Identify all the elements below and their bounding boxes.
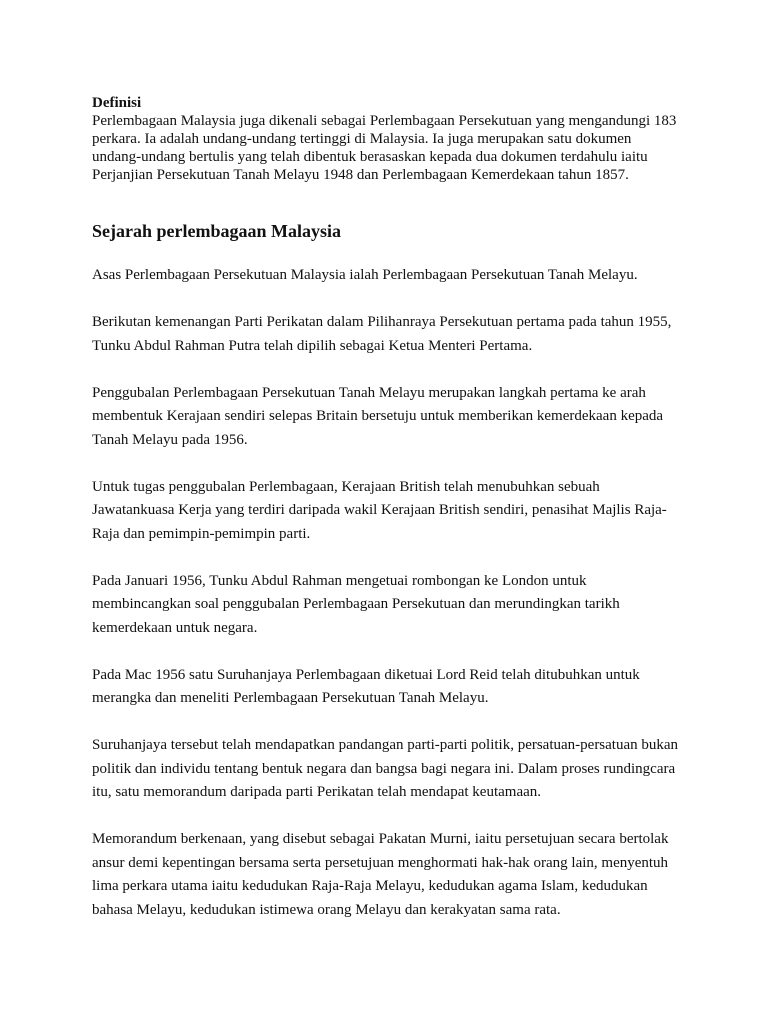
document-page — [92, 94, 682, 922]
paragraph: Asas Perlembagaan Persekutuan Malaysia ialah Perlembagaan Persekutuan Tanah Melayu. — [92, 267, 638, 283]
paragraph: Penggubalan Perlembagaan Persekutuan Tanah Melayu merupakan langkah pertama ke arah membentuk Kerajaan sendiri selepas Britain bersetuju untuk memberikan kemerdekaan kepada Tanah Melayu pada 1956. — [92, 384, 664, 448]
paragraph: Berikutan kemenangan Parti Perikatan dalam Pilihanraya Persekutuan pertama pada tahun 1955, Tunku Abdul Rahman Putra telah dipilih sebagai Ketua Menteri Pertama. — [92, 314, 672, 354]
paragraph: Memorandum berkenaan, yang disebut sebagai Pakatan Murni, iaitu persetujuan secara bertolak ansur demi kepentingan bersama serta persetujuan menghormati hak-hak orang lain, menyentuh lima perkara utama iaitu kedudukan Raja-Raja Melayu, kedudukan agama Islam, kedudukan bahasa Melayu, kedudukan istimewa orang Melayu dan kerakyatan sama rata. — [92, 831, 669, 918]
paragraph: Untuk tugas penggubalan Perlembagaan, Kerajaan British telah menubuhkan sebuah Jawatankuasa Kerja yang terdiri daripada wakil Kerajaan British sendiri, penasihat Majlis Raja-Raja dan pemimpin-pemimpin parti. — [92, 478, 667, 542]
definition-text: Perlembagaan Malaysia juga dikenali sebagai Perlembagaan Persekutuan yang mengandungi 183 perkara. Ia adalah undang-undang tertinggi di Malaysia. Ia juga merupakan satu dokumen undang-undang bertulis yang telah dibentuk berasaskan kepada dua dokumen terdahulu iaitu Perjanjian Persekutuan Tanah Melayu 1948 dan Perlembagaan Kemerdekaan tahun 1857. — [92, 113, 677, 183]
paragraph: Pada Januari 1956, Tunku Abdul Rahman mengetuai rombongan ke London untuk membincangkan soal penggubalan Perlembagaan Persekutuan dan merundingkan tarikh kemerdekaan untuk negara. — [92, 572, 620, 636]
paragraph: Pada Mac 1956 satu Suruhanjaya Perlembagaan diketuai Lord Reid telah ditubuhkan untuk merangka dan meneliti Perlembagaan Persekutuan Tanah Melayu. — [92, 666, 640, 706]
paragraph: Suruhanjaya tersebut telah mendapatkan pandangan parti-parti politik, persatuan-persatuan bukan politik dan individu tentang bentuk negara dan bangsa bagi negara ini. Dalam proses rundingcara itu, satu memorandum daripada parti Perikatan telah mendapat keutamaan. — [92, 737, 679, 800]
section-heading: Sejarah perlembagaan Malaysia — [92, 221, 341, 241]
definition-heading: Definisi — [92, 95, 142, 111]
